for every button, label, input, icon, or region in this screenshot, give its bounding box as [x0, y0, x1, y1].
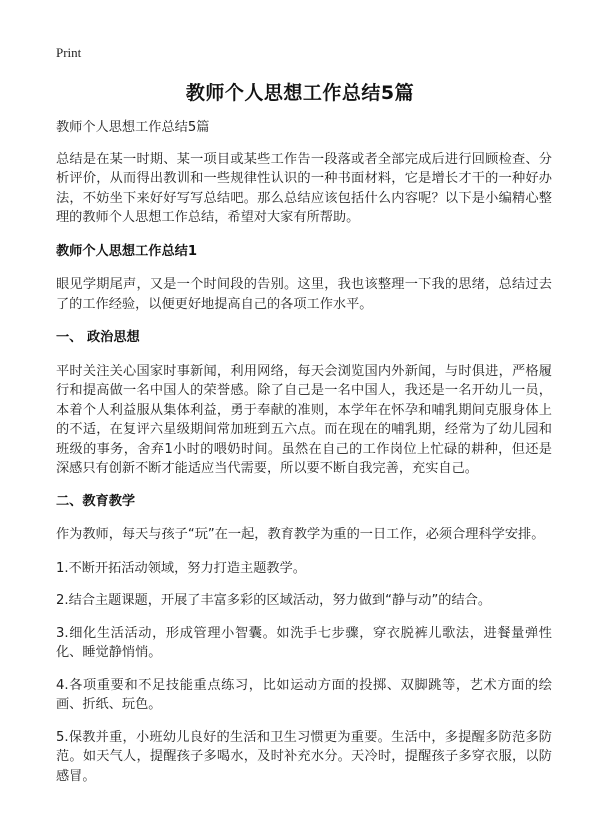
teaching-paragraph: 作为教师，每天与孩子“玩”在一起，教育教学为重的一日工作，必须合理科学安排。 [56, 527, 545, 542]
section-heading-politics: 一、 政治思想 [56, 330, 140, 345]
section-heading-summary-1: 教师个人思想工作总结1 [56, 243, 198, 259]
intro-paragraph: 总结是在某一时期、某一项目或某些工作告一段落或者全部完成后进行回顾检查、分析评价，从而得出教训和一些规律性认识的一种书面材料，它是增长才干的一种好办法，不妨坐下来好好写写总结吧。那么总结应该包括什么内容呢？以下是小编精心整理的教师个人思想工作总结，希望对大家有所帮助。 [56, 151, 552, 225]
document-body [56, 118, 552, 799]
list-item: 3.细化生活活动，形成管理小智囊。如洗手七步骤，穿衣脱裤儿歌法，进餐量弹性化、睡觉静悄悄。 [56, 625, 552, 660]
list-item: 1.不断开拓活动领域，努力打造主题教学。 [56, 560, 306, 576]
print-link[interactable]: Print [56, 45, 82, 60]
page-title: 教师个人思想工作总结5篇 [185, 82, 415, 104]
politics-paragraph: 平时关注关心国家时事新闻，利用网络，每天会浏览国内外新闻，与时俱进，严格履行和提高做一名中国人的荣誉感。除了自己是一名中国人，我还是一名开幼儿一员，本着个人利益服从集体利益，勇于奉献的准则，本学年在怀孕和哺乳期间克服身体上的不适，在复评六星级期间常加班到五六点。而在现在的哺乳期，经常为了幼儿园和班级的事务，舍弃1小时的喂奶时间。虽然在自己的工作岗位上忙碌的耕种，但还是深感只有创新不断才能适应当代需要，所以要不断自我完善，充实自己。 [56, 363, 552, 476]
list-item: 2.结合主题课题，开展了丰富多彩的区域活动，努力做到“静与动”的结合。 [56, 593, 492, 608]
summary-1-paragraph: 眼见学期尾声，又是一个时间段的告别。这里，我也该整理一下我的思绪，总结过去了的工作经验，以便更好地提高自己的各项工作水平。 [56, 277, 552, 312]
list-item: 5.保教并重，小班幼儿良好的生活和卫生习惯更为重要。生活中，多提醒多防范多防范。如天气人，提醒孩子多喝水，及时补充水分。天冷时，提醒孩子多穿衣服，以防感冒。 [56, 729, 552, 784]
document-subtitle: 教师个人思想工作总结5篇 [56, 120, 210, 135]
list-item: 4.各项重要和不足技能重点练习，比如运动方面的投掷、双脚跳等，艺术方面的绘画、折纸、玩色。 [56, 677, 552, 712]
section-heading-teaching: 二、教育教学 [56, 493, 136, 509]
